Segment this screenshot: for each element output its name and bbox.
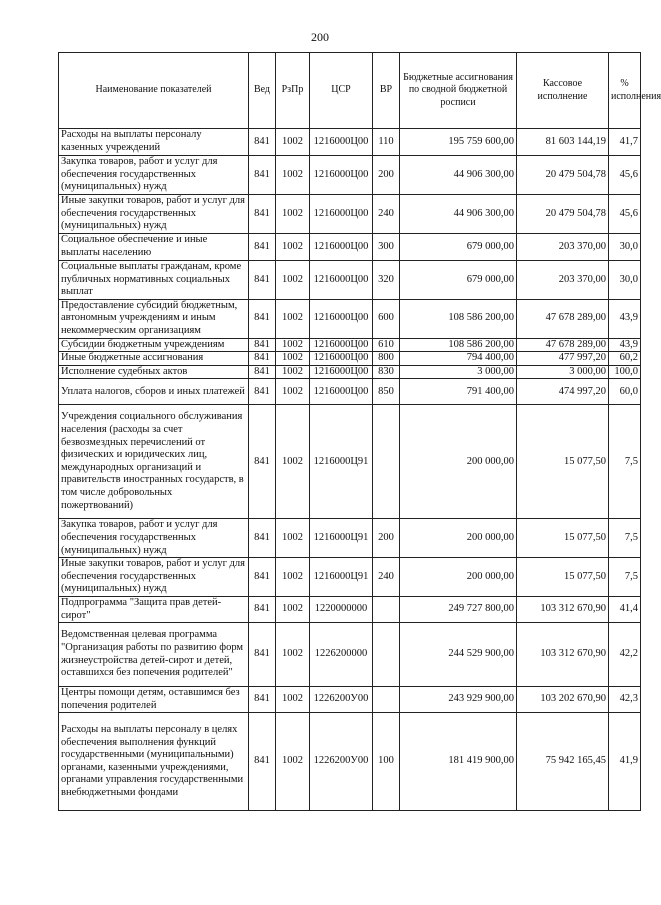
table-row — [59, 195, 641, 234]
cell-vr: 240 — [373, 195, 400, 234]
cell-budget: 108 586 200,00 — [400, 338, 517, 352]
cell-cash: 15 077,50 — [517, 405, 609, 519]
cell-rzpr: 1002 — [276, 558, 310, 597]
cell-rzpr: 1002 — [276, 261, 310, 300]
cell-csr: 1226200000 — [310, 623, 373, 687]
cell-cash: 474 997,20 — [517, 379, 609, 405]
cell-pct: 60,2 — [609, 352, 641, 366]
header-rzpr: РзПр — [276, 53, 310, 129]
cell-ved: 841 — [249, 379, 276, 405]
header-row — [59, 53, 641, 129]
header-vr: ВР — [373, 53, 400, 129]
cell-vr — [373, 596, 400, 622]
cell-pct: 7,5 — [609, 405, 641, 519]
cell-name: Иные закупки товаров, работ и услуг для обеспечения государственных (муниципальных) нужд — [59, 195, 249, 234]
cell-vr — [373, 405, 400, 519]
cell-rzpr: 1002 — [276, 687, 310, 713]
cell-csr: 1216000Ц91 — [310, 558, 373, 597]
cell-pct: 42,2 — [609, 623, 641, 687]
cell-csr: 1216000Ц00 — [310, 261, 373, 300]
table-row — [59, 558, 641, 597]
cell-vr: 200 — [373, 156, 400, 195]
table-row — [59, 156, 641, 195]
cell-csr: 1216000Ц00 — [310, 195, 373, 234]
cell-pct: 45,6 — [609, 156, 641, 195]
cell-budget: 200 000,00 — [400, 519, 517, 558]
page-number: 200 — [311, 30, 329, 44]
cell-budget: 200 000,00 — [400, 405, 517, 519]
cell-cash: 20 479 504,78 — [517, 156, 609, 195]
cell-ved: 841 — [249, 713, 276, 811]
cell-pct: 43,9 — [609, 338, 641, 352]
cell-name: Расходы на выплаты персоналу в целях обеспечения выполнения функций государственными (муниципальными) органами, казенными учреждениями, органами управления государственными внебюджетными фондами — [59, 713, 249, 811]
cell-ved: 841 — [249, 558, 276, 597]
table-row — [59, 596, 641, 622]
cell-rzpr: 1002 — [276, 129, 310, 156]
cell-ved: 841 — [249, 519, 276, 558]
cell-cash: 20 479 504,78 — [517, 195, 609, 234]
cell-name: Предоставление субсидий бюджетным, автономным учреждениям и иным некоммерческим организациям — [59, 299, 249, 338]
table-row — [59, 365, 641, 379]
cell-ved: 841 — [249, 261, 276, 300]
cell-cash: 103 312 670,90 — [517, 623, 609, 687]
cell-rzpr: 1002 — [276, 713, 310, 811]
cell-budget: 181 419 900,00 — [400, 713, 517, 811]
header-ved: Вед — [249, 53, 276, 129]
cell-cash: 15 077,50 — [517, 558, 609, 597]
cell-cash: 75 942 165,45 — [517, 713, 609, 811]
cell-rzpr: 1002 — [276, 338, 310, 352]
cell-rzpr: 1002 — [276, 234, 310, 261]
cell-cash: 15 077,50 — [517, 519, 609, 558]
cell-ved: 841 — [249, 352, 276, 366]
cell-csr: 1216000Ц91 — [310, 405, 373, 519]
cell-budget: 3 000,00 — [400, 365, 517, 379]
cell-csr: 1216000Ц00 — [310, 234, 373, 261]
cell-budget: 791 400,00 — [400, 379, 517, 405]
cell-rzpr: 1002 — [276, 623, 310, 687]
cell-name: Расходы на выплаты персоналу казенных учреждений — [59, 129, 249, 156]
table-row — [59, 519, 641, 558]
cell-budget: 244 529 900,00 — [400, 623, 517, 687]
cell-cash: 47 678 289,00 — [517, 299, 609, 338]
cell-vr: 600 — [373, 299, 400, 338]
cell-budget: 679 000,00 — [400, 261, 517, 300]
cell-name: Уплата налогов, сборов и иных платежей — [59, 379, 249, 405]
cell-pct: 41,7 — [609, 129, 641, 156]
cell-csr: 1226200У00 — [310, 687, 373, 713]
cell-name: Ведомственная целевая программа "Организация работы по развитию форм жизнеустройства детей-сирот и детей, оставшихся без попечения родителей" — [59, 623, 249, 687]
cell-csr: 1216000Ц00 — [310, 299, 373, 338]
cell-ved: 841 — [249, 299, 276, 338]
cell-rzpr: 1002 — [276, 156, 310, 195]
cell-name: Закупка товаров, работ и услуг для обеспечения государственных (муниципальных) нужд — [59, 156, 249, 195]
cell-vr — [373, 687, 400, 713]
table-row — [59, 687, 641, 713]
cell-ved: 841 — [249, 596, 276, 622]
header-csr: ЦСР — [310, 53, 373, 129]
cell-ved: 841 — [249, 365, 276, 379]
cell-pct: 41,4 — [609, 596, 641, 622]
cell-ved: 841 — [249, 129, 276, 156]
cell-rzpr: 1002 — [276, 299, 310, 338]
table-row — [59, 299, 641, 338]
cell-pct: 7,5 — [609, 558, 641, 597]
cell-cash: 81 603 144,19 — [517, 129, 609, 156]
cell-cash: 477 997,20 — [517, 352, 609, 366]
cell-pct: 100,0 — [609, 365, 641, 379]
table-row — [59, 129, 641, 156]
cell-vr: 320 — [373, 261, 400, 300]
cell-csr: 1216000Ц91 — [310, 519, 373, 558]
table-row — [59, 261, 641, 300]
cell-rzpr: 1002 — [276, 352, 310, 366]
cell-budget: 679 000,00 — [400, 234, 517, 261]
cell-cash: 47 678 289,00 — [517, 338, 609, 352]
cell-vr: 800 — [373, 352, 400, 366]
cell-rzpr: 1002 — [276, 519, 310, 558]
cell-csr: 1220000000 — [310, 596, 373, 622]
cell-name: Учреждения социального обслуживания населения (расходы за счет безвозмездных перечислений от физических и юридических лиц, международных организаций и правительств иностранных государств, в том числе добровольных пожертвований) — [59, 405, 249, 519]
cell-vr: 830 — [373, 365, 400, 379]
cell-name: Закупка товаров, работ и услуг для обеспечения государственных (муниципальных) нужд — [59, 519, 249, 558]
header-cash: Кассовое исполнение — [517, 53, 609, 129]
cell-pct: 43,9 — [609, 299, 641, 338]
cell-name: Иные закупки товаров, работ и услуг для обеспечения государственных (муниципальных) нужд — [59, 558, 249, 597]
cell-pct: 41,9 — [609, 713, 641, 811]
cell-rzpr: 1002 — [276, 596, 310, 622]
table-row — [59, 623, 641, 687]
cell-vr: 240 — [373, 558, 400, 597]
cell-pct: 42,3 — [609, 687, 641, 713]
cell-rzpr: 1002 — [276, 379, 310, 405]
cell-csr: 1216000Ц00 — [310, 129, 373, 156]
table-row — [59, 405, 641, 519]
cell-cash: 103 202 670,90 — [517, 687, 609, 713]
table-row — [59, 713, 641, 811]
cell-ved: 841 — [249, 338, 276, 352]
cell-csr: 1226200У00 — [310, 713, 373, 811]
cell-pct: 30,0 — [609, 261, 641, 300]
cell-ved: 841 — [249, 405, 276, 519]
table-row — [59, 234, 641, 261]
cell-budget: 794 400,00 — [400, 352, 517, 366]
cell-vr: 200 — [373, 519, 400, 558]
cell-vr: 100 — [373, 713, 400, 811]
cell-budget: 243 929 900,00 — [400, 687, 517, 713]
cell-rzpr: 1002 — [276, 365, 310, 379]
cell-name: Исполнение судебных актов — [59, 365, 249, 379]
cell-cash: 3 000,00 — [517, 365, 609, 379]
cell-pct: 60,0 — [609, 379, 641, 405]
cell-cash: 203 370,00 — [517, 234, 609, 261]
cell-rzpr: 1002 — [276, 405, 310, 519]
cell-ved: 841 — [249, 234, 276, 261]
cell-budget: 195 759 600,00 — [400, 129, 517, 156]
cell-pct: 45,6 — [609, 195, 641, 234]
table-row — [59, 379, 641, 405]
cell-pct: 7,5 — [609, 519, 641, 558]
cell-budget: 249 727 800,00 — [400, 596, 517, 622]
budget-table — [58, 52, 661, 811]
cell-csr: 1216000Ц00 — [310, 352, 373, 366]
cell-budget: 200 000,00 — [400, 558, 517, 597]
cell-ved: 841 — [249, 156, 276, 195]
cell-cash: 203 370,00 — [517, 261, 609, 300]
header-budget: Бюджетные ассигнования по сводной бюджетной росписи — [400, 53, 517, 129]
cell-budget: 108 586 200,00 — [400, 299, 517, 338]
cell-vr: 300 — [373, 234, 400, 261]
cell-ved: 841 — [249, 687, 276, 713]
cell-ved: 841 — [249, 195, 276, 234]
cell-csr: 1216000Ц00 — [310, 379, 373, 405]
cell-pct: 30,0 — [609, 234, 641, 261]
header-pct: % исполнения — [609, 53, 641, 129]
cell-name: Подпрограмма "Защита прав детей-сирот" — [59, 596, 249, 622]
cell-csr: 1216000Ц00 — [310, 365, 373, 379]
cell-csr: 1216000Ц00 — [310, 156, 373, 195]
cell-ved: 841 — [249, 623, 276, 687]
cell-csr: 1216000Ц00 — [310, 338, 373, 352]
cell-name: Субсидии бюджетным учреждениям — [59, 338, 249, 352]
cell-name: Социальное обеспечение и иные выплаты населению — [59, 234, 249, 261]
cell-name: Социальные выплаты гражданам, кроме публичных нормативных социальных выплат — [59, 261, 249, 300]
cell-budget: 44 906 300,00 — [400, 195, 517, 234]
cell-name: Центры помощи детям, оставшимся без попечения родителей — [59, 687, 249, 713]
cell-budget: 44 906 300,00 — [400, 156, 517, 195]
cell-vr — [373, 623, 400, 687]
cell-vr: 850 — [373, 379, 400, 405]
cell-name: Иные бюджетные ассигнования — [59, 352, 249, 366]
table-row — [59, 352, 641, 366]
header-name: Наименование показателей — [59, 53, 249, 129]
cell-vr: 110 — [373, 129, 400, 156]
table-row — [59, 338, 641, 352]
cell-vr: 610 — [373, 338, 400, 352]
cell-cash: 103 312 670,90 — [517, 596, 609, 622]
cell-rzpr: 1002 — [276, 195, 310, 234]
